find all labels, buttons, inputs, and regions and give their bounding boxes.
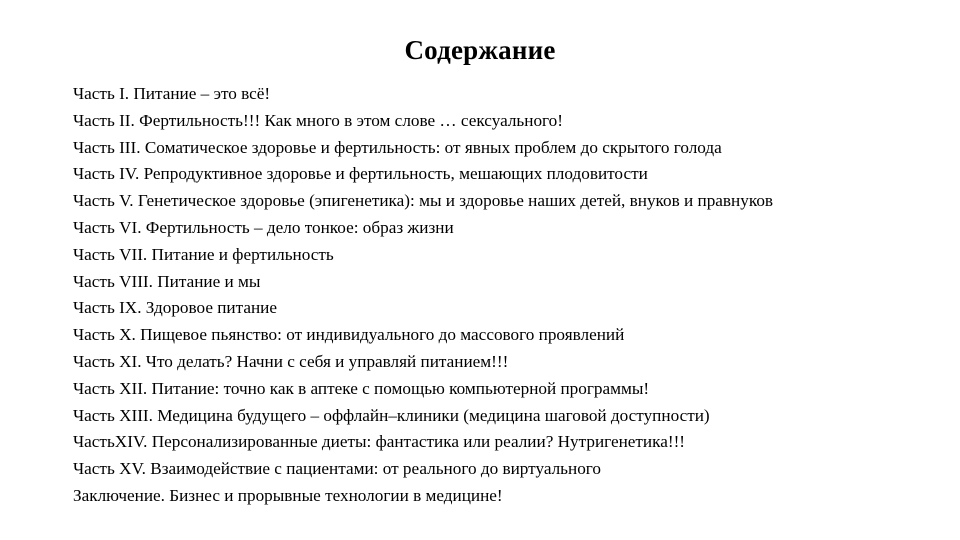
toc-entry-part-1: Часть I. Питание – это всё!	[73, 84, 271, 103]
toc-entry-part-6: Часть VI. Фертильность – дело тонкое: образ жизни	[73, 217, 454, 237]
toc-entry-part-10: Часть X. Пищевое пьянство: от индивидуального до массового проявлений	[73, 325, 625, 345]
toc-entry-part-3: Часть III. Соматическое здоровье и фертильность: от явных проблем до скрытого голода	[73, 137, 722, 157]
toc-entry-part-11: Часть XI. Что делать? Начни с себя и управляй питанием!!!	[73, 351, 509, 371]
toc-entry-part-7: Часть VII. Питание и фертильность	[73, 244, 334, 264]
toc-entry-part-5: Часть V. Генетическое здоровье (эпигенетика): мы и здоровье наших детей, внуков и правнуков	[73, 191, 774, 211]
table-of-contents	[73, 81, 953, 510]
toc-entry-part-13: Часть XIII. Медицина будущего – оффлайн–клиники (медицина шаговой доступности)	[73, 405, 710, 425]
toc-entry-part-12: Часть XII. Питание: точно как в аптеке с помощью компьютерной программы!	[73, 378, 650, 398]
toc-entry-conclusion: Заключение. Бизнес и прорывные технологии в медицине!	[73, 485, 503, 505]
toc-entry-part-15: Часть XV. Взаимодействие с пациентами: от реального до виртуального	[73, 459, 602, 479]
toc-entry-part-4: Часть IV. Репродуктивное здоровье и фертильность, мешающих плодовитости	[73, 164, 648, 184]
toc-entry-part-8: Часть VIII. Питание и мы	[73, 271, 261, 291]
toc-entry-part-2: Часть II. Фертильность!!! Как много в этом слове … сексуального!	[73, 110, 563, 130]
page-title: Содержание	[404, 35, 556, 65]
toc-entry-part-14: ЧастьXIV. Персонализированные диеты: фантастика или реалии? Нутригенетика!!!	[73, 432, 686, 452]
toc-entry-part-9: Часть IX. Здоровое питание	[73, 298, 278, 318]
